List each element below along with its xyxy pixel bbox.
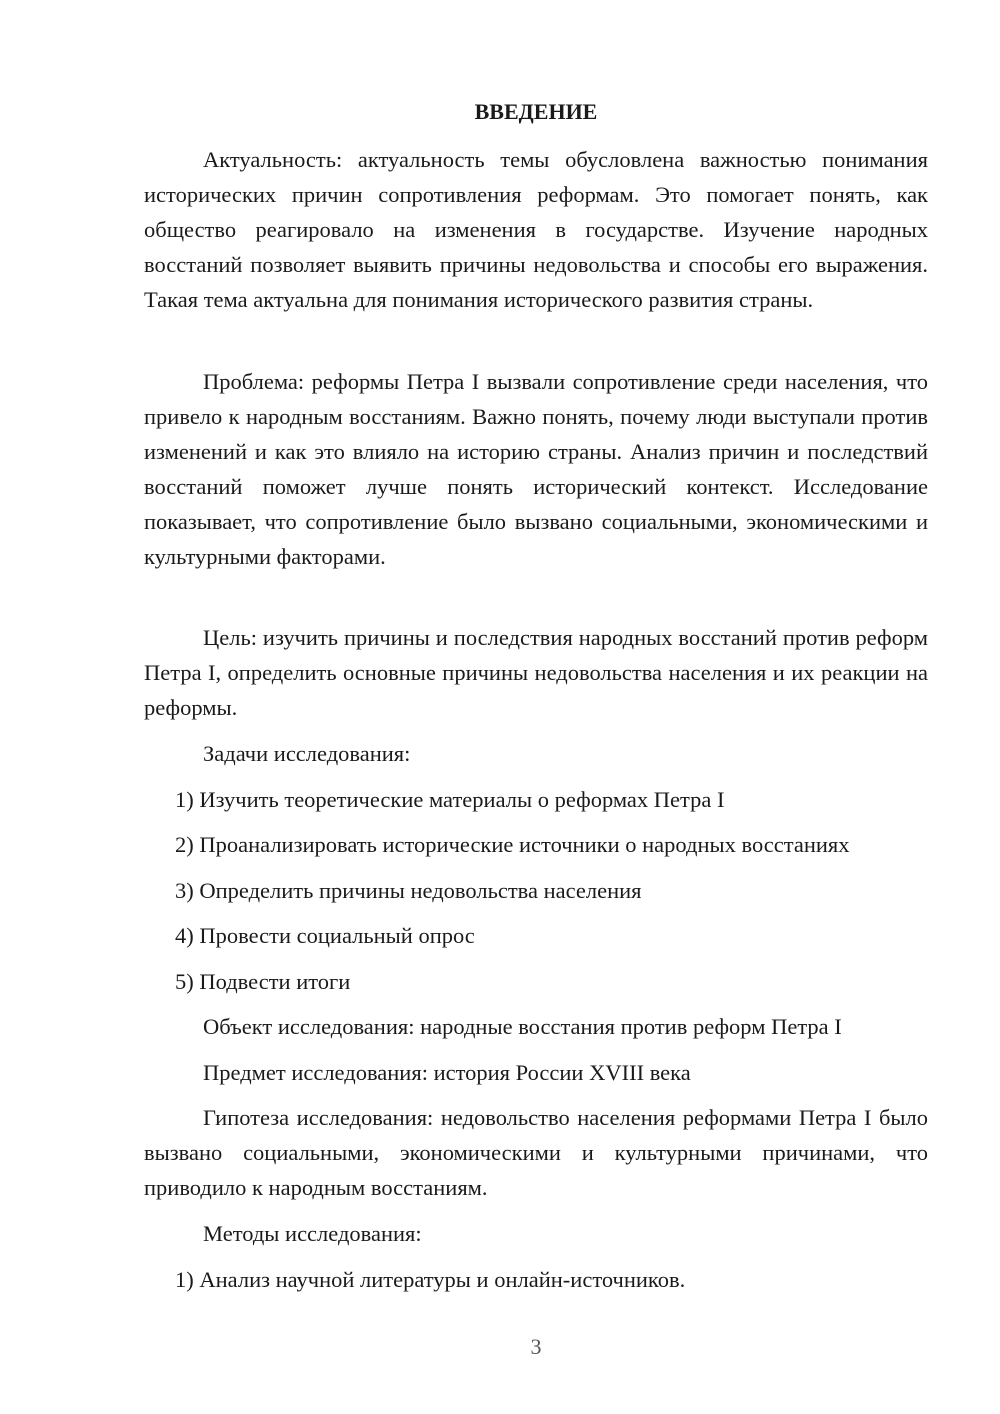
- task-item-3: 3) Определить причины недовольства населения: [175, 878, 642, 903]
- method-item-1: 1) Анализ научной литературы и онлайн-источников.: [175, 1267, 686, 1292]
- page-number: 3: [530, 1334, 542, 1359]
- task-item-2: 2) Проанализировать исторические источники о народных восстаниях: [175, 832, 850, 857]
- paragraph-problem: Проблема: реформы Петра I вызвали сопротивление среди населения, что привело к народным восстаниям. Важно понять, почему люди выступали против изменений и как это влияло на историю страны. Анализ причин и последствий восстаний поможет лучше понять исторический контекст. Исследование показывает, что сопротивление было вызвано социальными, экономическими и культурными факторами.: [144, 369, 928, 569]
- task-item-5: 5) Подвести итоги: [175, 969, 351, 994]
- document-title: ВВЕДЕНИЕ: [474, 99, 598, 124]
- paragraph-hypothesis: Гипотеза исследования: недовольство населения реформами Петра I было вызвано социальными, экономическими и культурными причинами, что приводило к народным восстаниям.: [144, 1105, 928, 1200]
- tasks-heading: Задачи исследования:: [203, 741, 411, 766]
- research-subject: Предмет исследования: история России XVIII века: [203, 1060, 691, 1085]
- paragraph-goal: Цель: изучить причины и последствия народных восстаний против реформ Петра I, определить основные причины недовольства населения и их реакции на реформы.: [144, 625, 928, 720]
- paragraph-relevance: Актуальность: актуальность темы обусловлена важностью понимания исторических причин сопротивления реформам. Это помогает понять, как общество реагировало на изменения в государстве. Изучение народных восстаний позволяет выявить причины недовольства и способы его выражения. Такая тема актуальна для понимания исторического развития страны.: [144, 147, 928, 312]
- research-object: Объект исследования: народные восстания против реформ Петра I: [203, 1014, 842, 1039]
- methods-heading: Методы исследования:: [203, 1221, 422, 1246]
- task-item-4: 4) Провести социальный опрос: [175, 923, 475, 948]
- task-item-1: 1) Изучить теоретические материалы о реформах Петра I: [175, 787, 725, 812]
